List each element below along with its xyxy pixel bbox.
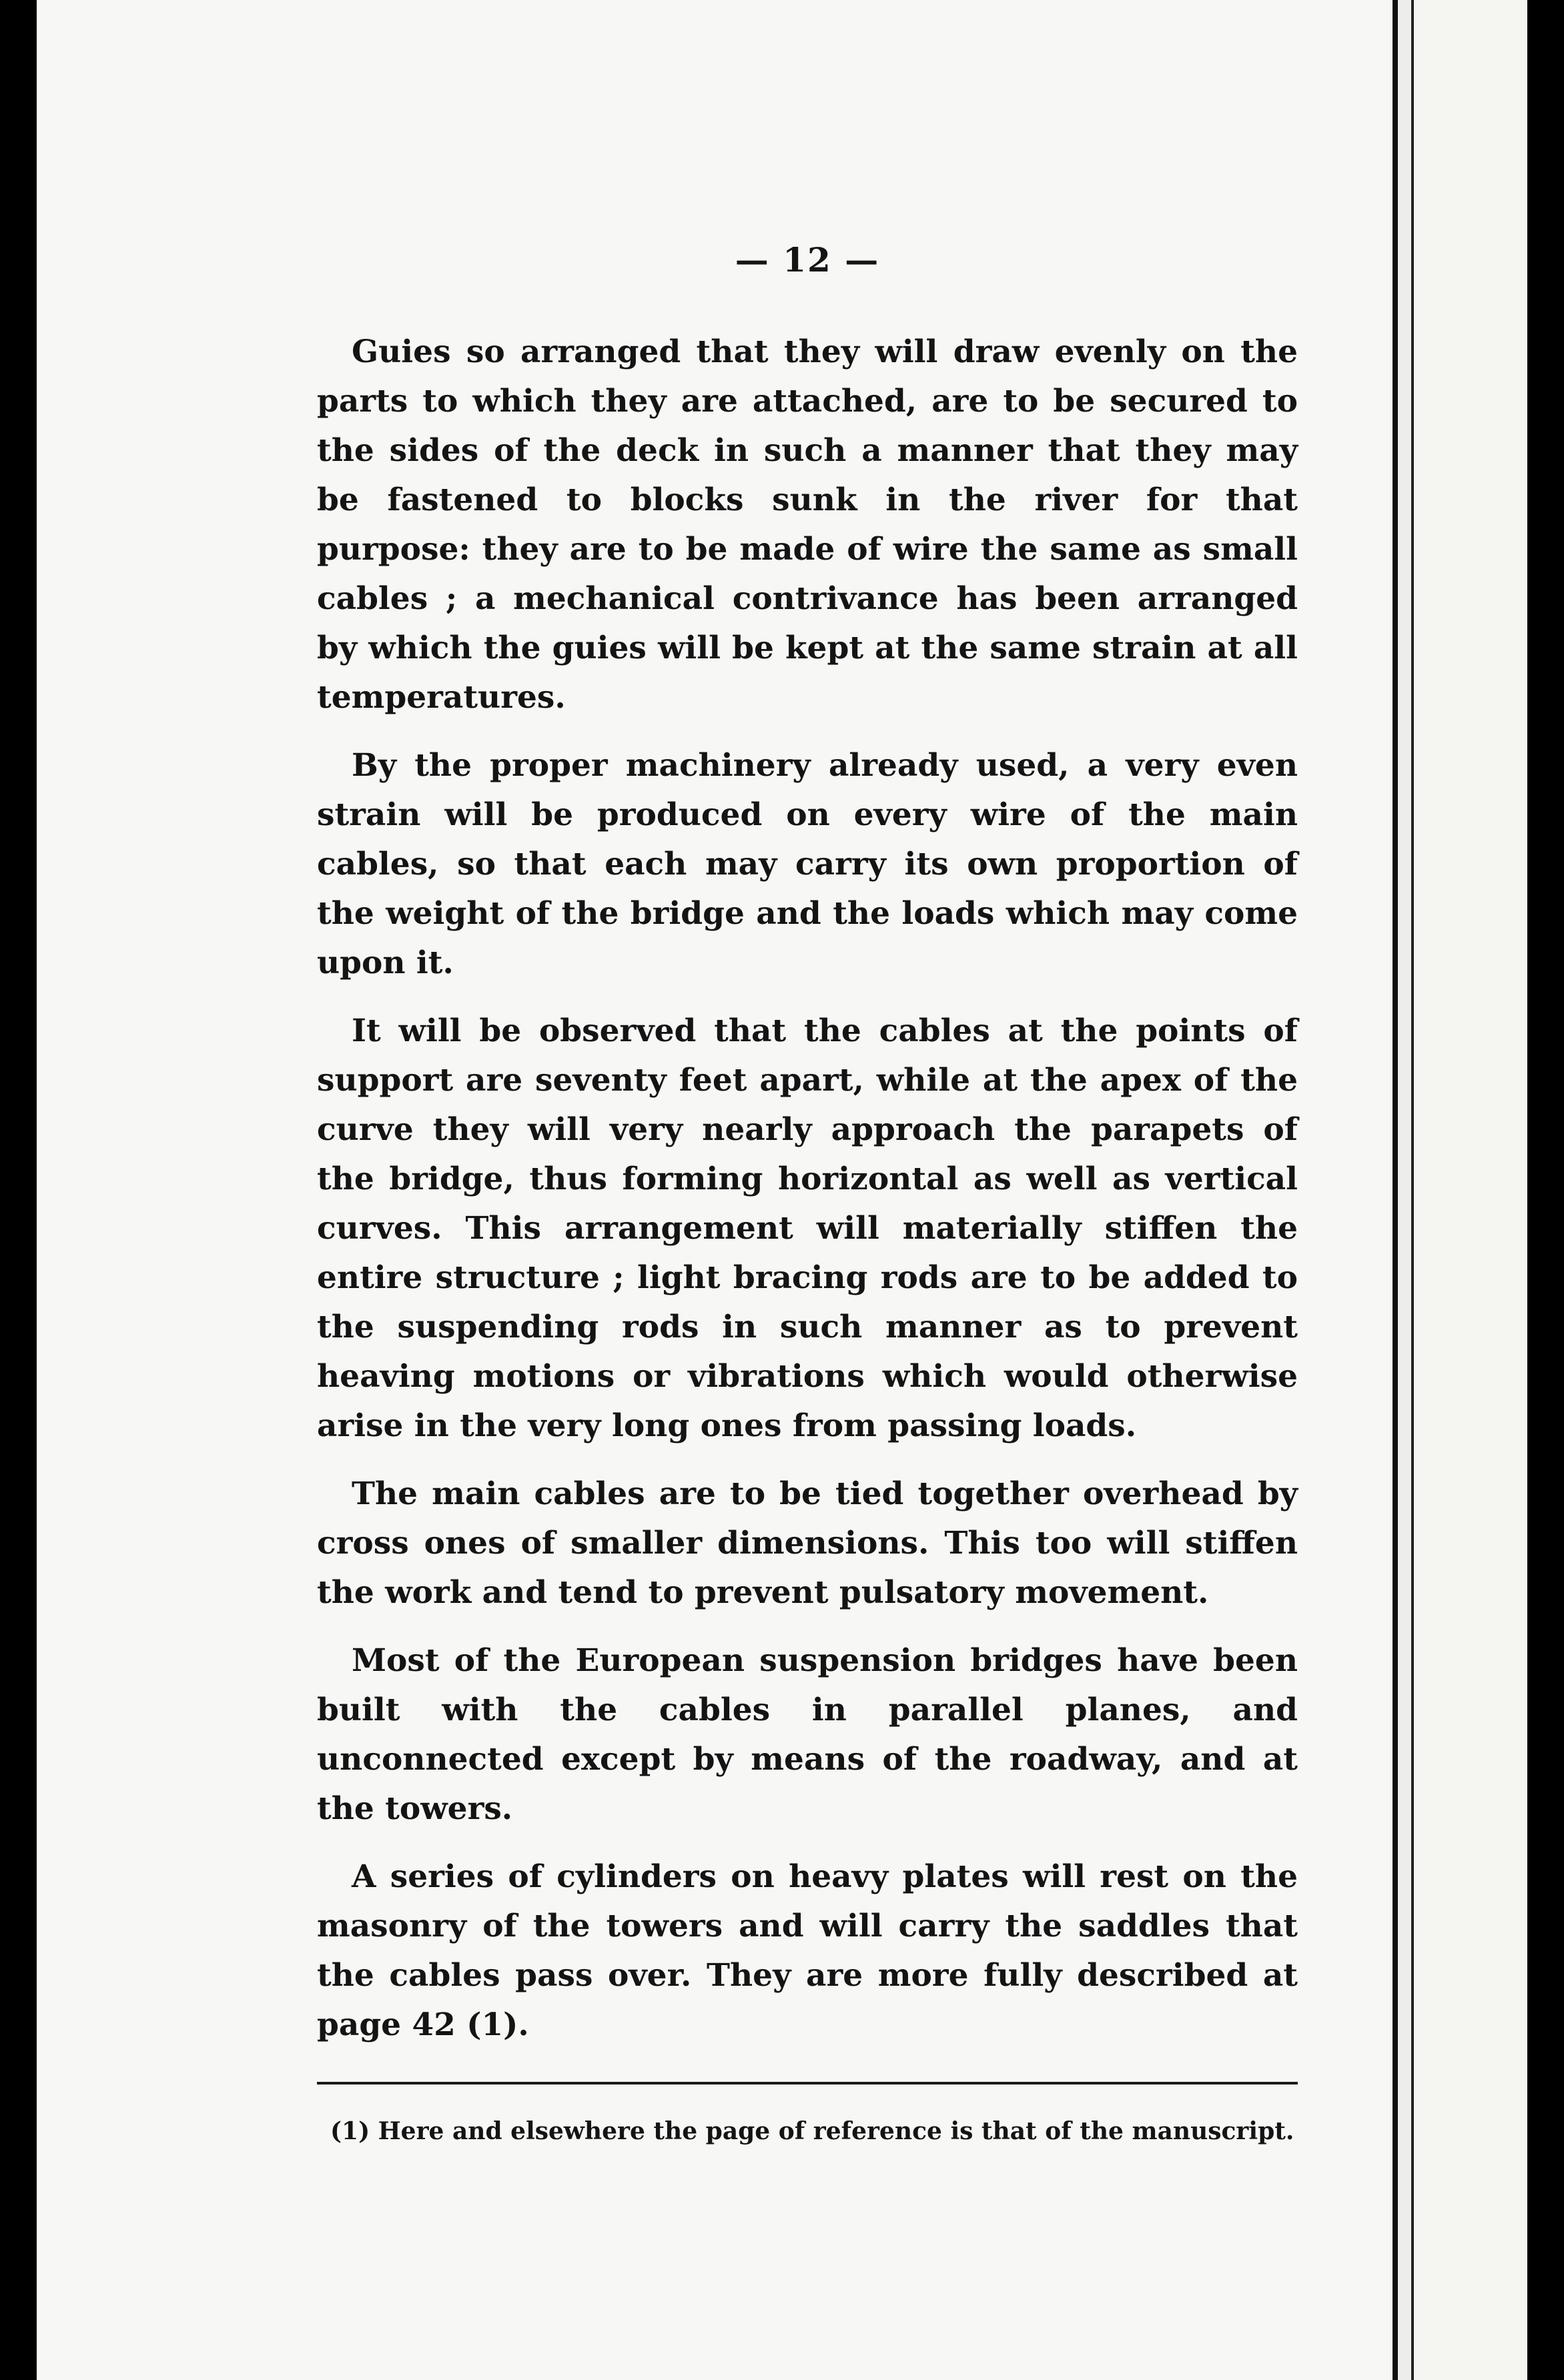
paragraph-cables-apart: It will be observed that the cables at the points of support are seventy feet apart, while at the apex of the curve they will very nearly approach the parapets of the bridge, thus forming horizontal as well as vertical curves. This arrangement will materially stiffen the entire structure ; light bracing rods are to be added to the suspending rods in such manner as to prevent heaving motions or vibrations which would otherwise arise in the very long ones from passing loads. [317,1013,1298,1444]
paragraph-machinery: By the proper machinery already used, a very even strain will be produced on every wire of the main cables, so that each may carry its own proportion of the weight of the bridge and the loads which may come upon it. [317,747,1298,981]
page-gutter [1398,0,1411,2380]
text-block [317,240,1298,2150]
footnote: (1) Here and elsewhere the page of reference is that of the manuscript. [330,2117,1294,2145]
adjacent-page [1414,0,1527,2380]
paragraph-european-bridges: Most of the European suspension bridges have been built with the cables in parallel planes, and unconnected except by means of the roadway, and at the towers. [317,1642,1298,1827]
paragraph-cylinders: A series of cylinders on heavy plates will rest on the masonry of the towers and will carry the saddles that the cables pass over. They are more fully described at page 42 (1). [317,1858,1298,2043]
footnote-divider [317,2082,1298,2085]
page-number: — 12 — [735,240,880,279]
book-page [37,0,1398,2380]
paragraph-cross-cables: The main cables are to be tied together overhead by cross ones of smaller dimensions. This too will stiffen the work and tend to prevent pulsatory movement. [317,1475,1298,1611]
paragraph-guies: Guies so arranged that they will draw evenly on the parts to which they are attached, are to be secured to the sides of the deck in such a manner that they may be fastened to blocks sunk in the river for that purpose: they are to be made of wire the same as small cables ; a mechanical contrivance has been arranged by which the guies will be kept at the same strain at all temperatures. [317,334,1298,716]
